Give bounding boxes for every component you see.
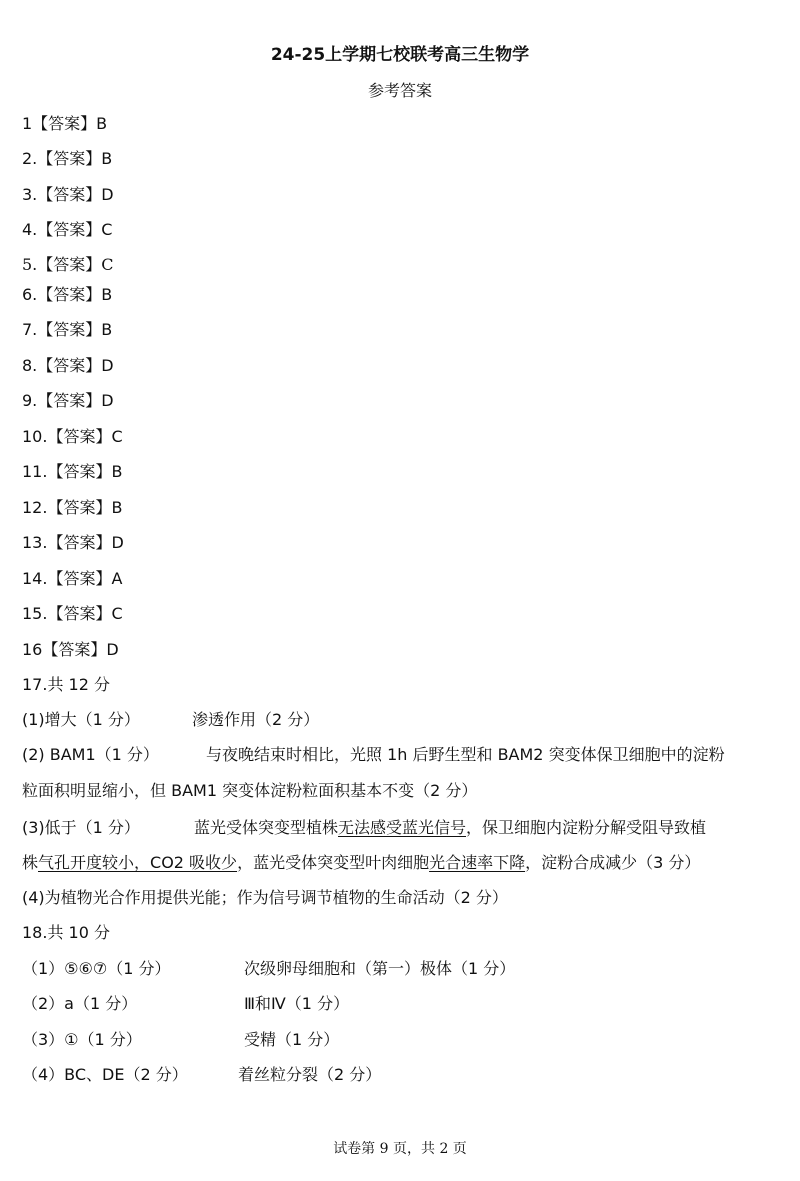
answer-item: 11.【答案】B [22,462,123,481]
answer-item: 3.【答案】D [22,185,114,204]
answer-item: 4.【答案】C [22,220,113,239]
q18-part3-answer-b: 受精（1 分） [244,1030,340,1049]
q17-part3 [22,818,782,838]
q17-part2 [22,745,782,765]
answer-item: 7.【答案】B [22,320,113,339]
page-subtitle: 参考答案 [367,81,432,100]
page-footer: 试卷第 9 页，共 2 页 [333,1141,467,1157]
answer-item: 10.【答案】C [22,427,123,446]
q17-part1-answer-b: 渗透作用（2 分） [192,710,320,729]
q17-part2-continued: 粒面积明显缩小，但 BAM1 突变体淀粉粒面积基本不变（2 分） [22,781,478,800]
q17-part3-key-phrase: 气孔开度较小，CO2 吸收少 [38,853,238,872]
q17-part3-text: ，保卫细胞内淀粉分解受阻导致植 [466,818,707,837]
q17-part3-text: 株 [22,853,39,872]
q18-part3 [22,1030,782,1050]
q18-heading: 18.共 10 分 [22,923,110,942]
q18-part4 [22,1065,782,1085]
answer-item: 15.【答案】C [22,604,123,623]
q17-part2-explanation: 与夜晚结束时相比，光照 1h 后野生型和 BAM2 突变体保卫细胞中的淀粉 [206,745,725,764]
q17-part3-key-phrase: 光合速率下降 [429,853,526,872]
q18-part4-answer-b: 着丝粒分裂（2 分） [238,1065,382,1084]
answer-item: 8.【答案】D [22,356,114,375]
answer-item: 14.【答案】A [22,569,123,588]
q17-part3-text: ，淀粉合成减少（3 分） [525,853,701,872]
answer-item: 16【答案】D [22,640,119,659]
q17-part3-text: 蓝光受体突变型植株 [194,818,339,837]
answer-item: 13.【答案】D [22,533,124,552]
q17-part3-text: ，蓝光受体突变型叶肉细胞 [237,853,430,872]
q18-part2-answer: （2）a（1 分） [22,994,138,1013]
answer-item: 9.【答案】D [22,391,114,410]
answer-item: 5.【答案】C [22,255,114,274]
page-title: 24-25上学期七校联考高三生物学 [270,45,530,65]
q17-part3-key-phrase: 无法感受蓝光信号 [338,818,467,837]
answer-item: 6.【答案】B [22,285,113,304]
q18-part2 [22,994,782,1014]
q18-part1-answer: （1）⑤⑥⑦（1 分） [22,959,171,978]
q18-part4-answer: （4）BC、DE（2 分） [22,1065,188,1084]
q17-part3-explanation [194,818,706,838]
q17-heading: 17.共 12 分 [22,675,110,694]
answer-item: 2.【答案】B [22,149,113,168]
q17-part3-answer: (3)低于（1 分） [22,818,140,837]
q17-part2-answer: (2) BAM1（1 分） [22,745,159,764]
q17-part3-continued [22,853,700,873]
q17-part1 [22,710,782,730]
q18-part3-answer: （3）①（1 分） [22,1030,142,1049]
answer-item: 12.【答案】B [22,498,123,517]
q18-part1-answer-b: 次级卵母细胞和（第一）极体（1 分） [244,959,516,978]
answer-item: 1【答案】B [22,114,108,133]
q18-part1 [22,959,782,979]
q18-part2-answer-b: Ⅲ和Ⅳ（1 分） [244,994,350,1013]
q17-part1-answer: (1)增大（1 分） [22,710,140,729]
q17-part4: (4)为植物光合作用提供光能；作为信号调节植物的生命活动（2 分） [22,888,508,907]
